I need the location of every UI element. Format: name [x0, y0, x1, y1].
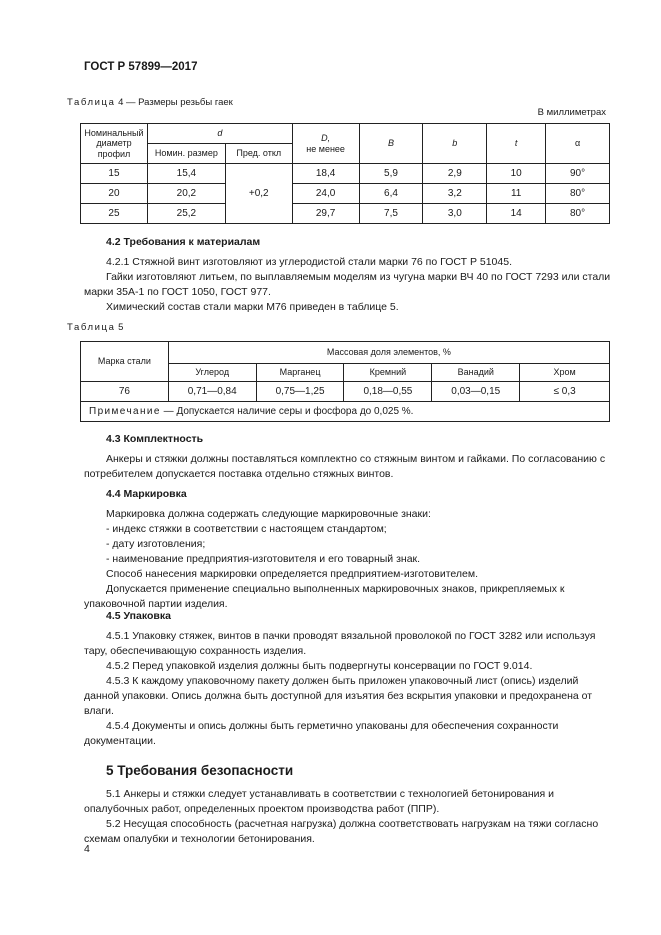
section-4-2-title: 4.2 Требования к материалам [106, 236, 261, 248]
table-cell: 0,18—0,55 [344, 382, 432, 402]
paragraph: 4.5.1 Упаковку стяжек, винтов в пачки проводят вязальной проволокой по ГОСТ 3282 или используя тару, обеспечивающую сохранность изделия. [84, 630, 596, 657]
table-cell: 0,75—1,25 [256, 382, 344, 402]
table5-header-element: Кремний [344, 364, 432, 382]
table-cell: 15 [81, 164, 148, 184]
table4-header-b: b [423, 124, 487, 164]
paragraph: Допускается применение специально выполненных маркировочных знаков, прикрепляемых к упаковочной партии изделия. [84, 583, 565, 610]
table-cell: 3,2 [423, 184, 487, 204]
table-cell: 7,5 [359, 204, 423, 224]
paragraph: 4.5.4 Документы и опись должны быть герметично упакованы для обеспечения сохранности документации. [84, 720, 559, 747]
paragraph: 4.2.1 Стяжной винт изготовляют из углеродистой стали марки 76 по ГОСТ Р 51045. [106, 256, 512, 268]
paragraph: 4.5.3 К каждому упаковочному пакету должен быть приложен упаковочный лист (опись) изделий данной упаковки. Опись должна быть доступной для изъятия без вскрытия упаковки и предохранена от влаги. [84, 675, 593, 717]
paragraph: 4.5.2 Перед упаковкой изделия должны быть подвергнуты консервации по ГОСТ 9.014. [106, 660, 533, 672]
table-cell: 0,03—0,15 [432, 382, 520, 402]
list-item: - индекс стяжки в соответствии с настоящем стандартом; [106, 523, 387, 535]
section-4-3-title: 4.3 Комплектность [106, 433, 204, 445]
table5-note-text: — Допускается наличие серы и фосфора до 0,025 %. [160, 405, 414, 417]
section-4-5-text [84, 629, 616, 749]
table5-header-grade: Марка стали [81, 342, 169, 382]
table-row [81, 184, 610, 204]
table-cell: 0,71—0,84 [168, 382, 256, 402]
list-item: - наименование предприятия-изготовителя и его товарный знак. [106, 553, 421, 565]
section-4-5-title: 4.5 Упаковка [106, 610, 171, 622]
section-4-4-text [84, 507, 616, 612]
paragraph: Способ нанесения маркировки определяется предприятием-изготовителем. [106, 568, 479, 580]
table4-units: В миллиметрах [537, 107, 606, 118]
table4-header-t: t [487, 124, 546, 164]
table4-caption [67, 97, 233, 108]
table5-caption-text: 5 [115, 322, 124, 333]
table-row [81, 204, 610, 224]
section-5-title: 5 Требования безопасности [106, 763, 294, 778]
table-cell: 29,7 [292, 204, 359, 224]
table-cell: 80° [546, 204, 610, 224]
table4-header-d: d [147, 124, 292, 144]
table-cell: 76 [81, 382, 169, 402]
table-cell: 2,9 [423, 164, 487, 184]
document-header: ГОСТ Р 57899—2017 [84, 61, 198, 73]
section-4-3-text [84, 452, 616, 482]
paragraph: Анкеры и стяжки должны поставляться комплектно со стяжным винтом и гайками. По согласованию с потребителем допускается поставка отдельно стяжных винтов. [84, 453, 606, 480]
table4-caption-word: Таблица [67, 97, 116, 108]
table4 [80, 123, 610, 224]
table5-header-element: Углерод [168, 364, 256, 382]
table-row [81, 382, 610, 402]
table-cell: 20 [81, 184, 148, 204]
table4-header-D-symbol: D, [321, 133, 331, 144]
table5-caption [67, 322, 123, 333]
table-cell: 25 [81, 204, 148, 224]
table-cell: 11 [487, 184, 546, 204]
table-cell: 18,4 [292, 164, 359, 184]
table4-header-D-sub: не менее [306, 143, 345, 154]
table-cell: 10 [487, 164, 546, 184]
table5-header-element: Марганец [256, 364, 344, 382]
table4-header-alpha: α [546, 124, 610, 164]
table-row [81, 164, 610, 184]
section-5-text [84, 787, 616, 847]
section-4-4-title: 4.4 Маркировка [106, 488, 187, 500]
table4-tolerance-cell: +0,2 [225, 164, 292, 224]
table4-header-D [292, 124, 359, 164]
table4-header-d-nominal: Номин. размер [147, 144, 225, 164]
table-cell: 5,9 [359, 164, 423, 184]
table-cell: 25,2 [147, 204, 225, 224]
table4-header-B: B [359, 124, 423, 164]
table4-header-d-tolerance: Пред. откл [225, 144, 292, 164]
paragraph: 5.1 Анкеры и стяжки следует устанавливать в соответствии с технологией бетонирования и опалубочных работ, определенных проектом производства работ (ППР). [84, 788, 554, 815]
table-cell: 90° [546, 164, 610, 184]
table5-header-element: Хром [520, 364, 610, 382]
table5-header-element: Ванадий [432, 364, 520, 382]
paragraph: Маркировка должна содержать следующие маркировочные знаки: [106, 508, 431, 520]
table5-note-word: Примечание [89, 405, 161, 417]
table4-caption-text: 4 — Размеры резьбы гаек [115, 97, 233, 108]
section-4-2-text [84, 255, 616, 315]
table-cell: 6,4 [359, 184, 423, 204]
table4-header-nominal: Номинальный диаметр профил [81, 124, 148, 164]
page-number: 4 [84, 843, 90, 855]
table-cell: 14 [487, 204, 546, 224]
table-cell: 15,4 [147, 164, 225, 184]
table-cell: 24,0 [292, 184, 359, 204]
list-item: - дату изготовления; [106, 538, 206, 550]
table-cell: 80° [546, 184, 610, 204]
table5-caption-word: Таблица [67, 322, 116, 333]
table-cell: ≤ 0,3 [520, 382, 610, 402]
table5-note [81, 402, 610, 422]
paragraph: Гайки изготовляют литьем, по выплавляемым моделям из чугуна марки ВЧ 40 по ГОСТ 7293 или стали марки 35А-1 по ГОСТ 1050, ГОСТ 977. [84, 271, 611, 298]
paragraph: 5.2 Несущая способность (расчетная нагрузка) должна соответствовать нагрузкам на тяжи согласно схемам опалубки и технологии бетонирования. [84, 818, 599, 845]
table-cell: 3,0 [423, 204, 487, 224]
table-cell: 20,2 [147, 184, 225, 204]
table5-header-mass: Массовая доля элементов, % [168, 342, 609, 364]
paragraph: Химический состав стали марки М76 приведен в таблице 5. [106, 301, 399, 313]
table5 [80, 341, 610, 422]
